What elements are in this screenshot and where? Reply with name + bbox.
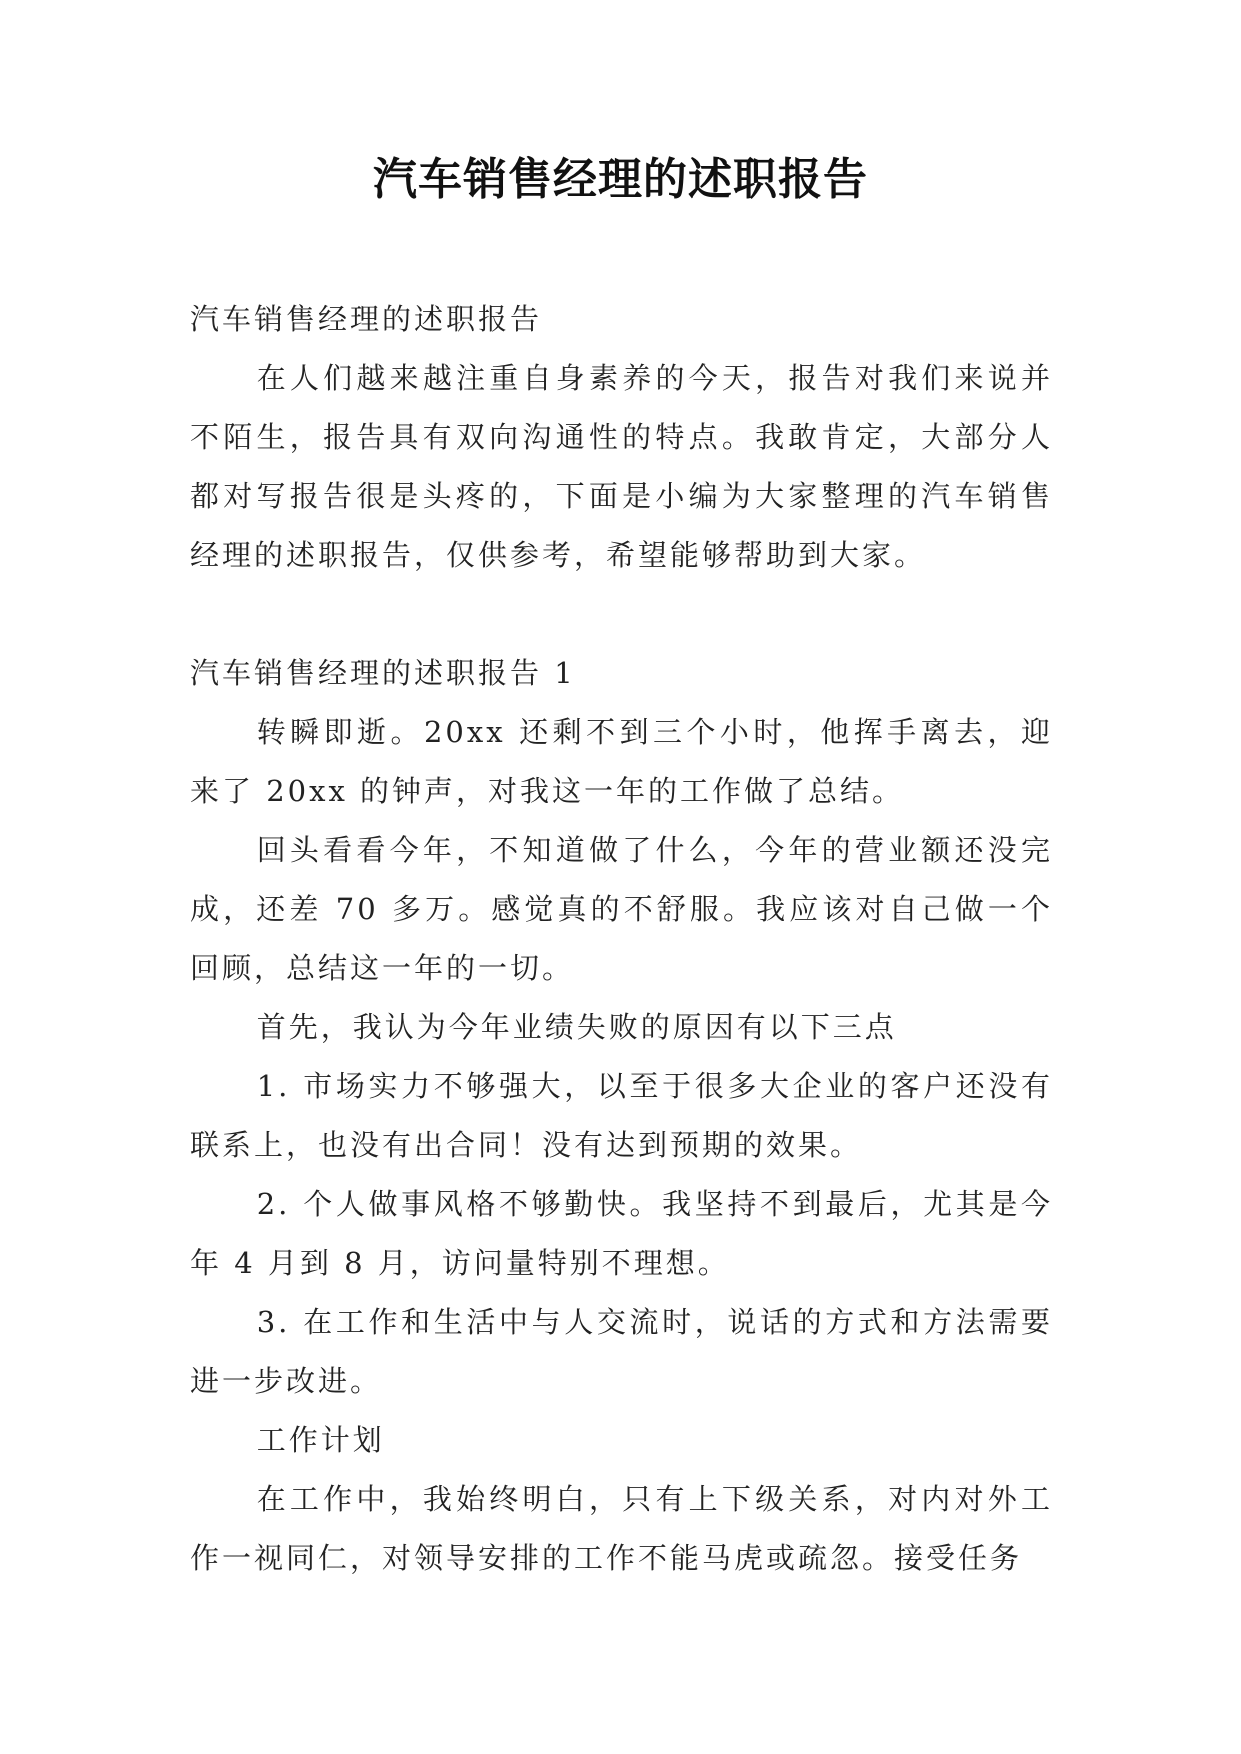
list-item: 3. 在工作和生活中与人交流时，说话的方式和方法需要进一步改进。 <box>190 1305 1053 1398</box>
body-paragraph: 首先，我认为今年业绩失败的原因有以下三点 <box>256 1010 897 1044</box>
document-title: 汽车销售经理的述职报告 <box>373 154 868 205</box>
body-paragraph: 转瞬即逝。20xx 还剩不到三个小时，他挥手离去，迎来了 20xx 的钟声，对我这一年的工作做了总结。 <box>190 715 1053 808</box>
section-heading: 汽车销售经理的述职报告 1 <box>190 656 576 690</box>
body-paragraph: 回头看看今年，不知道做了什么，今年的营业额还没完成，还差 70 多万。感觉真的不舒服。我应该对自己做一个回顾，总结这一年的一切。 <box>190 833 1053 985</box>
subtitle-paragraph: 汽车销售经理的述职报告 <box>190 302 543 336</box>
document-body <box>190 290 1053 1588</box>
paragraph-gap <box>190 585 1053 644</box>
list-item: 2. 个人做事风格不够勤快。我坚持不到最后，尤其是今年 4 月到 8 月，访问量特别不理想。 <box>190 1187 1053 1280</box>
subsection-heading: 工作计划 <box>256 1423 385 1457</box>
intro-paragraph: 在人们越来越注重自身素养的今天，报告对我们来说并不陌生，报告具有双向沟通性的特点。我敢肯定，大部分人都对写报告很是头疼的，下面是小编为大家整理的汽车销售经理的述职报告，仅供参考，希望能够帮助到大家。 <box>190 361 1053 572</box>
body-paragraph: 在工作中，我始终明白，只有上下级关系，对内对外工作一视同仁，对领导安排的工作不能马虎或疏忽。接受任务 <box>190 1482 1053 1575</box>
list-item: 1. 市场实力不够强大，以至于很多大企业的客户还没有联系上，也没有出合同！没有达到预期的效果。 <box>190 1069 1053 1162</box>
